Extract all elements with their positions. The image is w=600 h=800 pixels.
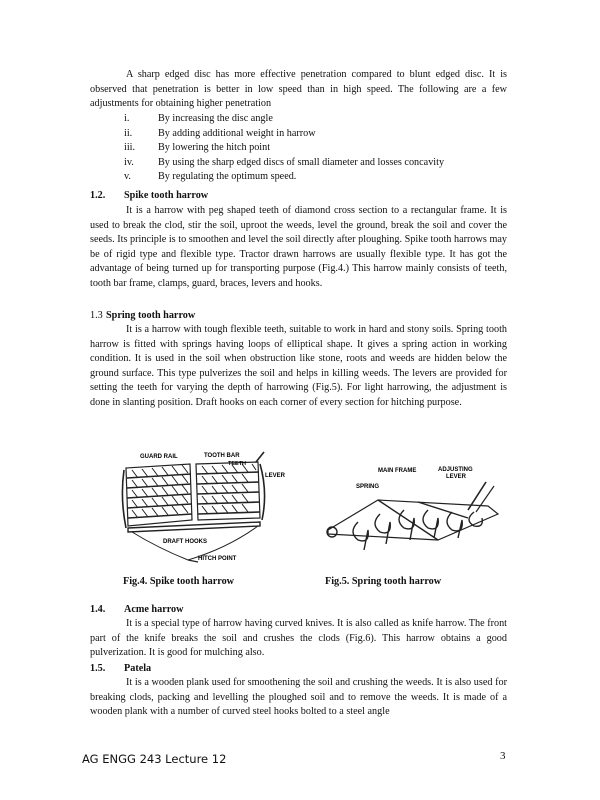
list-item-text: By adding additional weight in harrow (158, 127, 316, 139)
page-number: 3 (500, 750, 506, 762)
paragraph-acme: It is a special type of harrow having curved knives. It is also called as knife harrow. The front part of the knife breaks the soil and crushes the clods (Fig.6). This harrow obtains a good pulverization. It is good for mulching also. (90, 618, 507, 659)
figure-caption-5: Fig.5. Spring tooth harrow (325, 576, 442, 587)
adjustment-list (124, 112, 514, 185)
footer-course: AG ENGG 243 Lecture 12 (82, 752, 227, 766)
section-title: Patela (124, 663, 152, 674)
label-main-frame: MAIN FRAME (378, 468, 417, 474)
section-number: 1.3 (90, 310, 103, 321)
paragraph-spike-tooth: It is a harrow with peg shaped teeth of diamond cross section to a rectangular frame. It is used to break the clod, stir the soil, uproot the weeds, level the ground, break the soil and cover the seeds. Its principle is to smoothen and level the soil directly after ploughing. Spike tooth harrows may be of rigid type and flexible type. Tractor drawn harrows are usually flexible type. It has got the advantage of being turned up for transporting purpose (Fig.4.) This harrow mainly consists of teeth, tooth bar frame, clamps, guard, braces, levers and hooks. (90, 205, 507, 289)
list-item-text: By regulating the optimum speed. (158, 171, 297, 183)
label-lever: LEVER (265, 473, 286, 479)
list-item (124, 127, 514, 142)
label-draft-hooks: DRAFT HOOKS (163, 539, 207, 545)
label-teeth: TEETH (228, 461, 247, 467)
label-adjusting: ADJUSTING (438, 467, 473, 473)
section-number: 1.4. (90, 604, 106, 615)
figure-spring-tooth-harrow (318, 460, 508, 560)
paragraph-patela: It is a wooden plank used for smoothening the soil and crushing the weeds. It is also used for breaking clods, packing and levelling the ploughed soil and to remove the weeds. It is made of a wooden plank with a number of curved steel hooks bolted to a steel angle (90, 677, 507, 718)
list-item-text: By increasing the disc angle (158, 113, 273, 124)
section-number: 1.2. (90, 190, 106, 201)
section-heading-acme (90, 603, 184, 618)
section-title: Spike tooth harrow (124, 190, 209, 201)
list-item-number: iii. (124, 142, 136, 154)
list-item-number: ii. (124, 127, 133, 139)
figure-spike-tooth-harrow (118, 448, 290, 566)
list-item-text: By lowering the hitch point (158, 142, 271, 154)
label-tooth-bar: TOOTH BAR (204, 453, 240, 459)
list-item (124, 156, 514, 171)
section-title: Spring tooth harrow (106, 310, 196, 321)
label-spring: SPRING (356, 484, 380, 490)
paragraph-spring-tooth: It is a harrow with tough flexible teeth, suitable to work in hard and stony soils. Spring tooth harrow is fitted with springs having loops of elliptical shape. It gives a spring action in working condition. It is used in the soil when obstruction like stone, roots and weeds are hidden below the ground surface. This type pulverizes the soil and helps in killing weeds. The levers are provided for setting the teeth for varying the depth of harrowing (Fig.5). For light harrowing, the adjustment is done in slanting position. Draft hooks on each corner of every section for hitching purpose. (90, 324, 507, 408)
list-item (124, 141, 514, 156)
section-heading-patela (90, 662, 151, 677)
list-item-text: By using the sharp edged discs of small diameter and losses concavity (158, 156, 445, 168)
label-hitch-point: HITCH POINT (198, 556, 237, 562)
list-item-number: v. (124, 171, 131, 183)
label-adjusting-lever: LEVER (446, 474, 467, 480)
list-item (124, 112, 514, 127)
section-heading-spike-tooth (90, 189, 208, 204)
section-heading-spring-tooth (90, 309, 195, 324)
label-guard-rail: GUARD RAIL (140, 454, 178, 460)
list-item-number: iv. (124, 156, 134, 168)
section-number: 1.5. (90, 663, 106, 674)
list-item-number: i. (124, 113, 130, 124)
figure-caption-4: Fig.4. Spike tooth harrow (123, 576, 235, 587)
section-title: Acme harrow (124, 604, 184, 615)
list-item (124, 170, 514, 185)
intro-paragraph: A sharp edged disc has more effective penetration compared to blunt edged disc. It is observed that penetration is better in low speed than in high speed. The following are a few adjustments for obtaining higher penetration (90, 69, 507, 110)
